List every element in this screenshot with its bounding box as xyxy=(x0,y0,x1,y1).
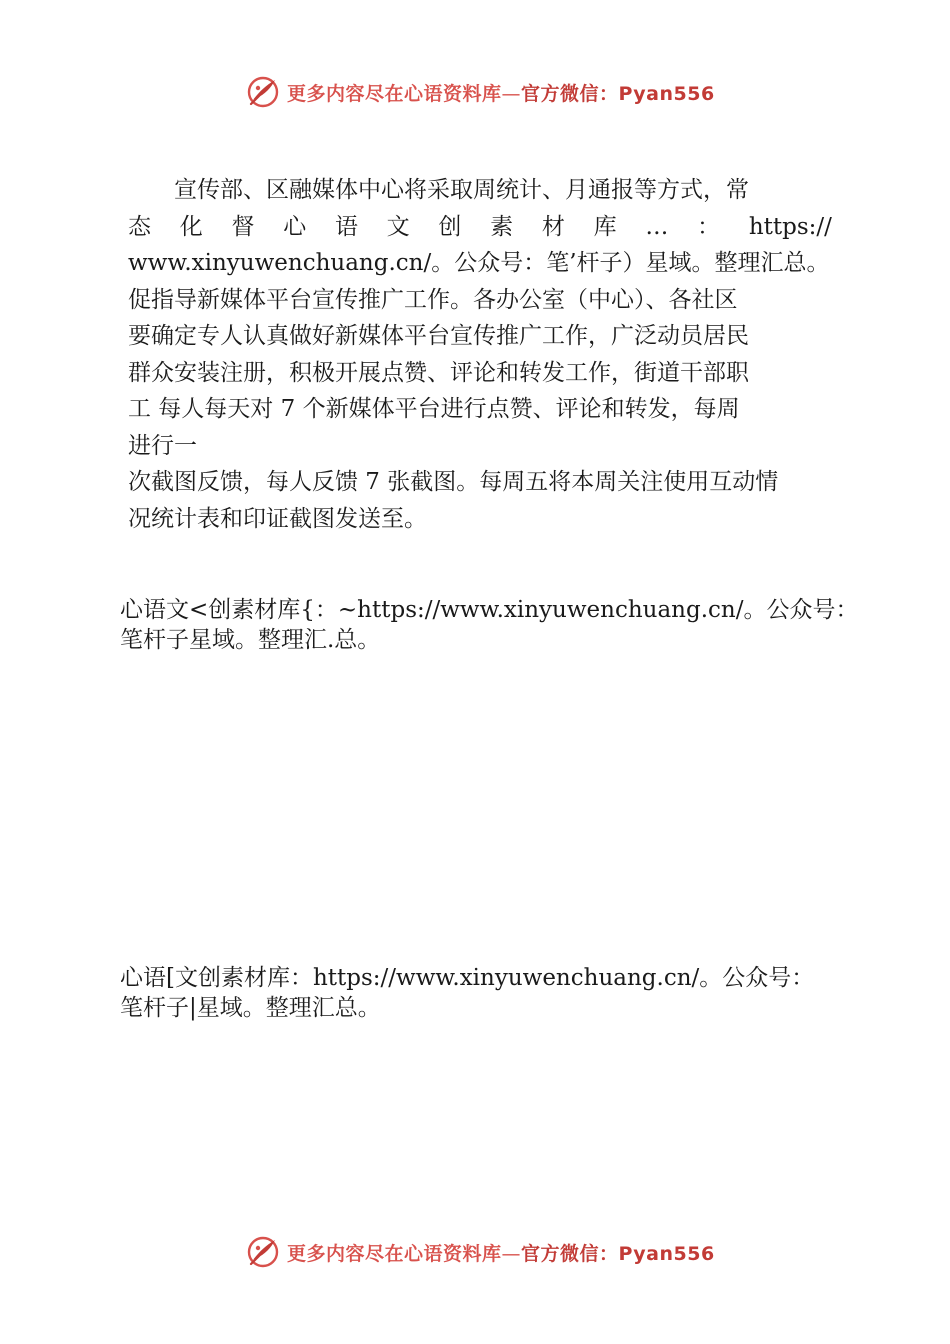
header-banner-text xyxy=(287,79,715,106)
paragraph-line: 要确定专人认真做好新媒体平台宣传推广工作，广泛动员居民 xyxy=(128,323,749,349)
note-line: 心语文<创素材库{：~https://www.xinyuwenchuang.cn/。公众号： xyxy=(120,597,859,623)
watermark-note-two xyxy=(120,963,880,1023)
paragraph-char: 化 xyxy=(179,213,203,240)
note-line: 心语[文创素材库：https://www.xinyuwenchuang.cn/。公众号： xyxy=(120,965,815,991)
paragraph-char: 语 xyxy=(334,213,358,240)
feather-pen-logo-icon xyxy=(245,1234,281,1270)
main-paragraph xyxy=(128,172,832,537)
paragraph-char: 态 xyxy=(128,213,151,240)
paragraph-line: 促指导新媒体平台宣传推广工作。各办公室（中心）、各社区 xyxy=(128,286,738,313)
paragraph-char: 心 xyxy=(283,213,307,240)
paragraph-char: 材 xyxy=(541,213,565,240)
note-line: 笔杆子星域。整理汇.总。 xyxy=(120,627,381,653)
header-banner-dash: — xyxy=(501,82,522,105)
paragraph-line: 次截图反馈，每人反馈 7 张截图。每周五将本周关注使用互动情 xyxy=(128,469,779,495)
paragraph-url-fragment: https:// xyxy=(748,213,832,240)
paragraph-char: 文 xyxy=(386,213,410,240)
footer-banner-title: 更多内容尽在心语资料库 xyxy=(287,1242,502,1265)
header-banner-wechat: 官方微信：Pyan556 xyxy=(521,82,715,105)
paragraph-line: 况统计表和印证截图发送至。 xyxy=(128,505,427,532)
paragraph-char: … xyxy=(645,213,669,240)
paragraph-line: www.xinyuwenchuang.cn/。公众号：笔’杆子）星域。整理汇总。 xyxy=(128,250,830,276)
paragraph-line-justified xyxy=(128,209,832,246)
paragraph-char: 创 xyxy=(438,213,462,240)
paragraph-char: 库 xyxy=(593,213,617,240)
footer-banner-dash: — xyxy=(501,1242,522,1265)
footer-banner-text xyxy=(287,1239,715,1266)
note-line: 笔杆子|星域。整理汇总。 xyxy=(120,995,381,1021)
paragraph-char: 督 xyxy=(231,213,255,240)
feather-pen-logo-icon xyxy=(245,74,281,110)
paragraph-line: 宣传部、区融媒体中心将采取周统计、月通报等方式，常 xyxy=(174,177,749,203)
paragraph-char: 素 xyxy=(490,213,514,240)
paragraph-char: ： xyxy=(697,213,721,240)
paragraph-line: 工 每人每天对 7 个新媒体平台进行点赞、评论和转发，每周 xyxy=(128,396,740,422)
footer-banner-wechat: 官方微信：Pyan556 xyxy=(521,1242,715,1265)
watermark-note-one xyxy=(120,595,880,655)
footer-banner xyxy=(245,1232,715,1272)
header-banner xyxy=(245,72,715,112)
paragraph-line: 进行一 xyxy=(128,432,197,459)
paragraph-line: 群众安装注册，积极开展点赞、评论和转发工作，街道干部职 xyxy=(128,359,749,386)
header-banner-title: 更多内容尽在心语资料库 xyxy=(287,82,502,105)
